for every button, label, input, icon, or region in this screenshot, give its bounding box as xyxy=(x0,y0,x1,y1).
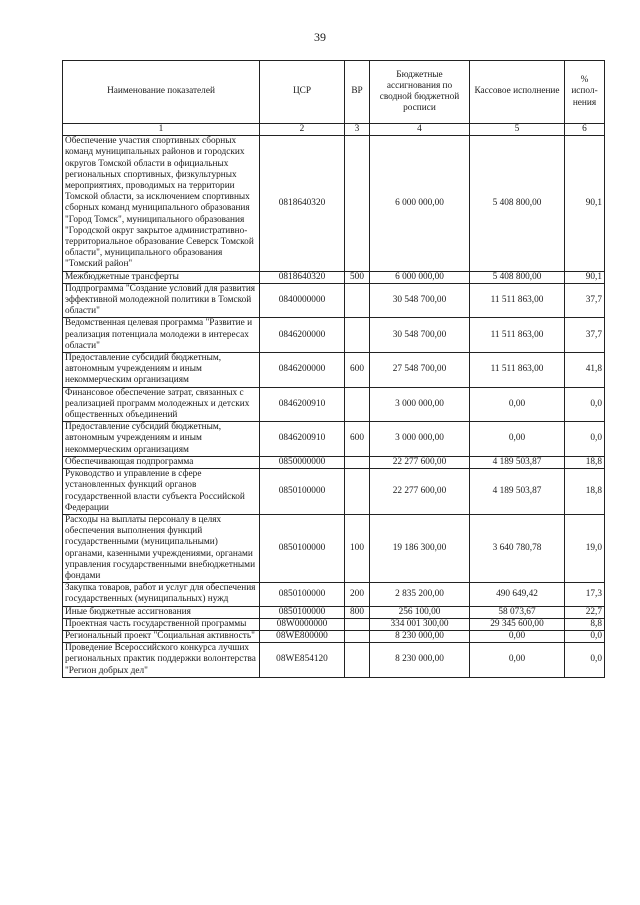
row-csr: 0850100000 xyxy=(260,606,345,618)
table-row xyxy=(63,136,605,271)
row-cash-execution: 4 189 503,87 xyxy=(470,469,565,515)
table-row xyxy=(63,606,605,618)
row-vr: 500 xyxy=(345,271,370,283)
row-vr xyxy=(345,643,370,678)
row-vr: 600 xyxy=(345,422,370,457)
row-allocation: 22 277 600,00 xyxy=(370,456,470,468)
row-name: Подпрограмма "Создание условий для развития эффективной молодежной политики в Томской области" xyxy=(63,283,260,318)
table-row xyxy=(63,618,605,630)
row-percent: 0,0 xyxy=(565,387,605,422)
row-name: Предоставление субсидий бюджетным, автономным учреждениям и иным некоммерческим организациям xyxy=(63,353,260,388)
row-cash-execution: 4 189 503,87 xyxy=(470,456,565,468)
row-allocation: 27 548 700,00 xyxy=(370,353,470,388)
row-csr: 0840000000 xyxy=(260,283,345,318)
column-number: 4 xyxy=(370,124,470,136)
row-vr xyxy=(345,387,370,422)
table-row xyxy=(63,583,605,606)
row-csr: 0818640320 xyxy=(260,136,345,271)
row-cash-execution: 490 649,42 xyxy=(470,583,565,606)
row-percent: 18,8 xyxy=(565,469,605,515)
row-percent: 90,1 xyxy=(565,136,605,271)
header-percent: % испол-нения xyxy=(565,61,605,124)
row-name: Финансовое обеспечение затрат, связанных с реализацией программ молодежных и детских общественных объединений xyxy=(63,387,260,422)
row-cash-execution: 0,00 xyxy=(470,643,565,678)
row-percent: 41,8 xyxy=(565,353,605,388)
row-allocation: 8 230 000,00 xyxy=(370,643,470,678)
header-name: Наименование показателей xyxy=(63,61,260,124)
table-row xyxy=(63,283,605,318)
row-cash-execution: 29 345 600,00 xyxy=(470,618,565,630)
table-row xyxy=(63,271,605,283)
table-row xyxy=(63,318,605,353)
row-csr: 0846200910 xyxy=(260,422,345,457)
row-name: Региональный проект "Социальная активность" xyxy=(63,630,260,642)
row-vr: 600 xyxy=(345,353,370,388)
column-number: 2 xyxy=(260,124,345,136)
row-vr xyxy=(345,283,370,318)
row-csr: 08WE854120 xyxy=(260,643,345,678)
row-vr: 100 xyxy=(345,514,370,582)
table-row xyxy=(63,514,605,582)
row-csr: 08WE800000 xyxy=(260,630,345,642)
row-csr: 0818640320 xyxy=(260,271,345,283)
row-name: Предоставление субсидий бюджетным, автономным учреждениям и иным некоммерческим организациям xyxy=(63,422,260,457)
row-percent: 37,7 xyxy=(565,283,605,318)
row-vr: 200 xyxy=(345,583,370,606)
column-number: 5 xyxy=(470,124,565,136)
table-row xyxy=(63,469,605,515)
row-name: Межбюджетные трансферты xyxy=(63,271,260,283)
row-percent: 8,8 xyxy=(565,618,605,630)
row-vr xyxy=(345,469,370,515)
row-cash-execution: 3 640 780,78 xyxy=(470,514,565,582)
row-percent: 90,1 xyxy=(565,271,605,283)
row-csr: 0850100000 xyxy=(260,514,345,582)
row-cash-execution: 5 408 800,00 xyxy=(470,136,565,271)
table-row xyxy=(63,387,605,422)
row-csr: 0846200000 xyxy=(260,353,345,388)
row-percent: 18,8 xyxy=(565,456,605,468)
header-cash-execution: Кассовое исполнение xyxy=(470,61,565,124)
row-cash-execution: 0,00 xyxy=(470,422,565,457)
row-percent: 37,7 xyxy=(565,318,605,353)
row-csr: 0850000000 xyxy=(260,456,345,468)
row-allocation: 22 277 600,00 xyxy=(370,469,470,515)
column-number: 6 xyxy=(565,124,605,136)
row-allocation: 30 548 700,00 xyxy=(370,318,470,353)
row-csr: 0846200000 xyxy=(260,318,345,353)
row-vr xyxy=(345,136,370,271)
table-row xyxy=(63,630,605,642)
header-allocations: Бюджетные ассигнования по сводной бюджетной росписи xyxy=(370,61,470,124)
row-percent: 0,0 xyxy=(565,643,605,678)
row-name: Закупка товаров, работ и услуг для обеспечения государственных (муниципальных) нужд xyxy=(63,583,260,606)
row-name: Ведомственная целевая программа "Развитие и реализация потенциала молодежи в интересах области" xyxy=(63,318,260,353)
row-csr: 0846200910 xyxy=(260,387,345,422)
column-number: 3 xyxy=(345,124,370,136)
row-allocation: 3 000 000,00 xyxy=(370,422,470,457)
table-row xyxy=(63,456,605,468)
row-allocation: 334 001 300,00 xyxy=(370,618,470,630)
row-cash-execution: 11 511 863,00 xyxy=(470,318,565,353)
row-allocation: 8 230 000,00 xyxy=(370,630,470,642)
row-name: Обеспечивающая подпрограмма xyxy=(63,456,260,468)
row-csr: 08W0000000 xyxy=(260,618,345,630)
row-allocation: 30 548 700,00 xyxy=(370,283,470,318)
row-allocation: 2 835 200,00 xyxy=(370,583,470,606)
row-cash-execution: 11 511 863,00 xyxy=(470,283,565,318)
row-percent: 0,0 xyxy=(565,630,605,642)
row-vr xyxy=(345,318,370,353)
row-name: Проведение Всероссийского конкурса лучших региональных практик поддержки волонтерства "Регион добрых дел" xyxy=(63,643,260,678)
row-percent: 19,0 xyxy=(565,514,605,582)
table-row xyxy=(63,643,605,678)
table-row xyxy=(63,422,605,457)
budget-execution-table xyxy=(62,60,605,678)
row-percent: 0,0 xyxy=(565,422,605,457)
row-name: Руководство и управление в сфере установленных функций органов государственной власти субъекта Российской Федерации xyxy=(63,469,260,515)
row-cash-execution: 58 073,67 xyxy=(470,606,565,618)
row-cash-execution: 11 511 863,00 xyxy=(470,353,565,388)
row-percent: 22,7 xyxy=(565,606,605,618)
row-allocation: 3 000 000,00 xyxy=(370,387,470,422)
row-vr xyxy=(345,618,370,630)
row-allocation: 6 000 000,00 xyxy=(370,136,470,271)
table-row xyxy=(63,353,605,388)
row-name: Проектная часть государственной программы xyxy=(63,618,260,630)
row-vr xyxy=(345,630,370,642)
row-csr: 0850100000 xyxy=(260,469,345,515)
header-csr: ЦСР xyxy=(260,61,345,124)
column-number: 1 xyxy=(63,124,260,136)
row-name: Обеспечение участия спортивных сборных команд муниципальных районов и городских округов Томской области в официальных региональных спортивных, физкультурных мероприятиях, проводимых на территории Томской области, за исключением спортивных сборных команд муниципального образования "Город Томск", муниципального образования "Городской округ закрытое административно-территориальное образование Северск Томской области", муниципального образования "Томский район" xyxy=(63,136,260,271)
row-percent: 17,3 xyxy=(565,583,605,606)
row-vr: 800 xyxy=(345,606,370,618)
row-cash-execution: 5 408 800,00 xyxy=(470,271,565,283)
row-name: Расходы на выплаты персоналу в целях обеспечения выполнения функций государственными (муниципальными) органами, казенными учреждениями, органами управления государственными внебюджетными фондами xyxy=(63,514,260,582)
page-number: 39 xyxy=(314,30,326,44)
row-allocation: 256 100,00 xyxy=(370,606,470,618)
row-cash-execution: 0,00 xyxy=(470,387,565,422)
row-csr: 0850100000 xyxy=(260,583,345,606)
row-allocation: 6 000 000,00 xyxy=(370,271,470,283)
row-cash-execution: 0,00 xyxy=(470,630,565,642)
row-vr xyxy=(345,456,370,468)
row-allocation: 19 186 300,00 xyxy=(370,514,470,582)
header-vr: ВР xyxy=(345,61,370,124)
row-name: Иные бюджетные ассигнования xyxy=(63,606,260,618)
